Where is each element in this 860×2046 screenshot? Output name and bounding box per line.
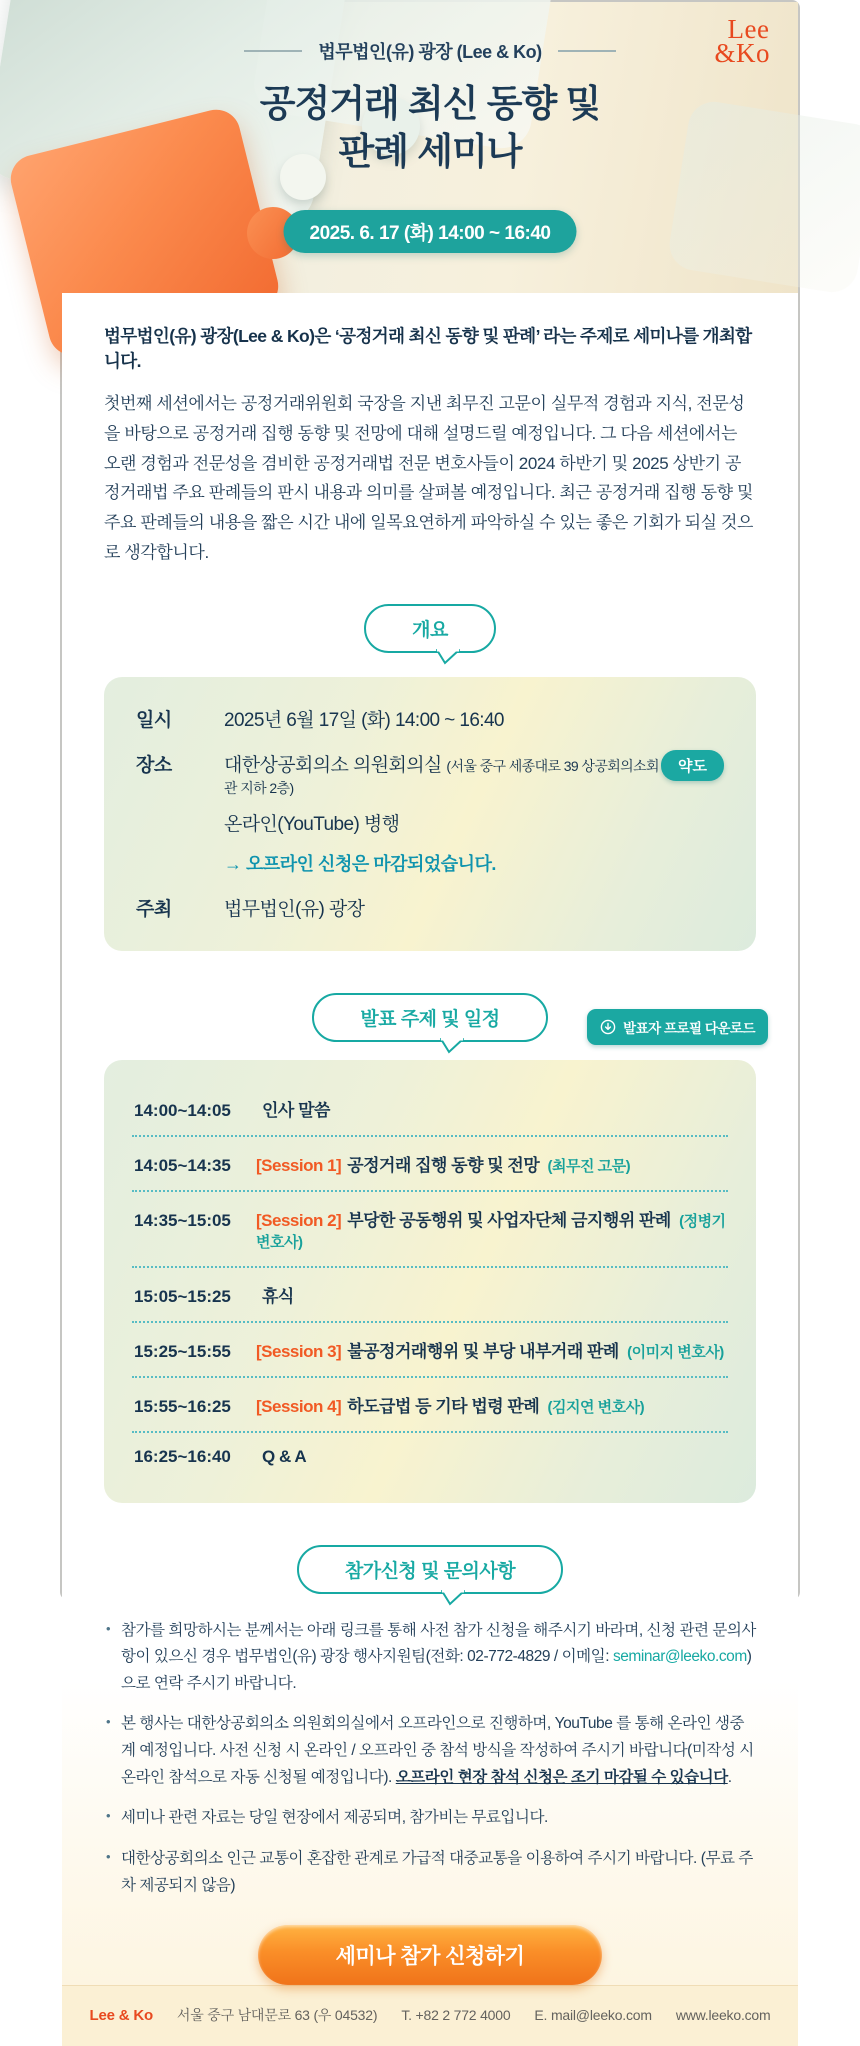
seminar-email-link[interactable]: seminar@leeko.com xyxy=(612,1648,747,1666)
header-banner xyxy=(62,2,798,293)
main-content xyxy=(62,293,798,1985)
overview-row-datetime xyxy=(136,705,724,732)
overview-card xyxy=(104,677,756,951)
bubble-tail xyxy=(440,1590,466,1606)
schedule-time: 16:25~16:40 xyxy=(134,1446,231,1466)
schedule-time: 15:25~15:55 xyxy=(134,1341,231,1361)
download-icon xyxy=(600,1019,616,1035)
schedule-row xyxy=(132,1323,728,1378)
schedule-section-bubble xyxy=(312,993,547,1042)
datetime-label: 일시 xyxy=(136,709,172,731)
session-title: 하도급법 등 기타 법령 판례 xyxy=(347,1396,540,1416)
contact-section-bubble xyxy=(297,1545,563,1594)
schedule-time: 15:55~16:25 xyxy=(134,1396,231,1416)
session-speaker: (최무진 고문) xyxy=(547,1157,631,1175)
session-title: 불공정거래행위 및 부당 내부거래 판례 xyxy=(347,1341,619,1361)
schedule-card xyxy=(104,1060,756,1503)
schedule-time: 14:35~15:05 xyxy=(134,1210,231,1230)
offline-early-close-warning: 오프라인 현장 참석 신청은 조기 마감될 수 있습니다 xyxy=(395,1768,728,1786)
datetime-value: 2025년 6월 17일 (화) 14:00 ~ 16:40 xyxy=(224,709,504,731)
contact-bullet-list xyxy=(104,1618,756,1900)
contact-bullet-1 xyxy=(104,1618,756,1698)
seminar-invitation-page xyxy=(60,0,800,2025)
footer-brand: Lee & Ko xyxy=(89,2007,153,2025)
schedule-row xyxy=(132,1082,728,1137)
intro-body: 첫번째 세션에서는 공정거래위원회 국장을 지낸 최무진 고문이 실무적 경험과 지식, 전문성을 바탕으로 공정거래 집행 동향 및 전망에 대해 설명드릴 예정입니다. 그 다음 세션에서는 오랜 경험과 전문성을 겸비한 공정거래법 전문 변호사들이 2024 하반기 및 2025 상반기 공정거래법 주요 판례들의 판시 내용과 의미를 살펴볼 예정입니다. 최근 공정거래 집행 동향 및 주요 판례들의 내용을 짧은 시간 내에 일목요연하게 파악하실 수 있는 좋은 기회가 되실 것으로 생각합니다. xyxy=(104,394,754,562)
firm-label-row xyxy=(62,37,798,68)
session-title: Q & A xyxy=(262,1446,307,1466)
schedule-time: 15:05~15:25 xyxy=(134,1286,231,1306)
session-tag: [Session 2] xyxy=(256,1210,342,1230)
footer-email: E. mail@leeko.com xyxy=(534,2007,652,2024)
session-speaker: (정병기 변호사) xyxy=(256,1212,726,1251)
session-tag: [Session 1] xyxy=(256,1155,342,1175)
contact-bubble-label: 참가신청 및 문의사항 xyxy=(344,1560,516,1582)
session-title: 휴식 xyxy=(262,1286,294,1306)
contact-bullet-4: • 대한상공회의소 인근 교통이 혼잡한 관계로 가급적 대중교통을 이용하여 주시기 바랍니다. (무료 주차 제공되지 않음) xyxy=(104,1846,756,1899)
schedule-row xyxy=(132,1433,728,1481)
seminar-title xyxy=(62,80,798,176)
schedule-bubble-label: 발표 주제 및 일정 xyxy=(360,1008,500,1030)
session-tag: [Session 4] xyxy=(256,1396,342,1416)
schedule-row xyxy=(132,1137,728,1192)
contact-bullet-3: • 세미나 관련 자료는 당일 현장에서 제공되며, 참가비는 무료입니다. xyxy=(104,1805,756,1832)
session-title: 부당한 공동행위 및 사업자단체 금지행위 판례 xyxy=(347,1210,671,1230)
bubble-tail xyxy=(435,649,461,665)
seminar-title-line1: 공정거래 최신 동향 및 xyxy=(259,83,601,124)
venue-label: 장소 xyxy=(136,754,172,776)
footer-phone: T. +82 2 772 4000 xyxy=(401,2007,511,2024)
bullet2-text-post: . xyxy=(727,1768,732,1786)
session-title: 인사 말씀 xyxy=(262,1100,330,1120)
schedule-row xyxy=(132,1378,728,1433)
schedule-time: 14:00~14:05 xyxy=(134,1100,231,1120)
session-tag: [Session 3] xyxy=(256,1341,342,1361)
seminar-title-line2: 판례 세미나 xyxy=(338,131,522,173)
overview-section-bubble xyxy=(364,604,496,653)
contact-bullet-2 xyxy=(104,1711,756,1791)
venue-online-line: 온라인(YouTube) 병행 xyxy=(224,813,400,835)
schedule-row xyxy=(132,1268,728,1323)
footer-bar xyxy=(62,1985,798,2046)
overview-row-host xyxy=(136,894,724,921)
date-badge: 2025. 6. 17 (화) 14:00 ~ 16:40 xyxy=(284,210,577,253)
intro-lead: 법무법인(유) 광장(Lee & Ko)은 ‘공정거래 최신 동향 및 판례’ 라는 주제로 세미나를 개최합니다. xyxy=(104,326,752,371)
session-speaker: (김지연 변호사) xyxy=(547,1398,645,1416)
logo-line2: &Ko xyxy=(714,37,770,68)
map-button[interactable]: 약도 xyxy=(661,750,724,781)
host-value: 법무법인(유) 광장 xyxy=(224,898,365,920)
schedule-time: 14:05~14:35 xyxy=(134,1155,231,1175)
speaker-profile-download-button[interactable] xyxy=(587,1009,768,1045)
overview-bubble-label: 개요 xyxy=(412,619,448,641)
offline-closed-note: → 오프라인 신청은 마감되었습니다. xyxy=(224,853,496,874)
session-speaker: (이미지 변호사) xyxy=(627,1343,724,1361)
overview-row-venue xyxy=(136,750,724,876)
firm-label: 법무법인(유) 광장 (Lee & Ko) xyxy=(318,42,542,62)
decorative-dash xyxy=(558,50,616,52)
bullet1-text-post: )으로 연락 주시기 바랍니다. xyxy=(121,1648,752,1692)
decorative-dash xyxy=(244,50,302,52)
host-label: 주최 xyxy=(136,898,172,920)
schedule-row xyxy=(132,1192,728,1268)
logo-line1: Lee xyxy=(727,14,770,44)
footer-website[interactable]: www.leeko.com xyxy=(675,2007,771,2024)
venue-name: 대한상공회의소 의원회의실 xyxy=(224,754,447,776)
venue-address-note: (서울 중구 세종대로 39 상공회의소회관 지하 2층) xyxy=(224,757,659,796)
seminar-register-button[interactable]: 세미나 참가 신청하기 xyxy=(258,1925,603,1985)
bullet2-text: 본 행사는 대한상공회의소 의원회의실에서 오프라인으로 진행하며, YouTube 를 통해 온라인 생중계 예정입니다. 사전 신청 시 온라인 / 오프라인 중 참석 방식을 작성하여 주시기 바랍니다(미작성 시 온라인 참석으로 자동 신청될 예정입니다). xyxy=(121,1715,754,1786)
bullet1-text: 참가를 희망하시는 분께서는 아래 링크를 통해 사전 참가 신청을 해주시기 바라며, 신청 관련 문의사항이 있으신 경우 법무법인(유) 광장 행사지원팀(전화: 02-772-4829 / 이메일: xyxy=(121,1621,756,1666)
bubble-tail xyxy=(439,1038,465,1054)
session-title: 공정거래 집행 동향 및 전망 xyxy=(347,1155,540,1175)
download-button-label: 발표자 프로필 다운로드 xyxy=(623,1020,755,1036)
footer-address: 서울 중구 남대문로 63 (우 04532) xyxy=(176,2007,378,2024)
